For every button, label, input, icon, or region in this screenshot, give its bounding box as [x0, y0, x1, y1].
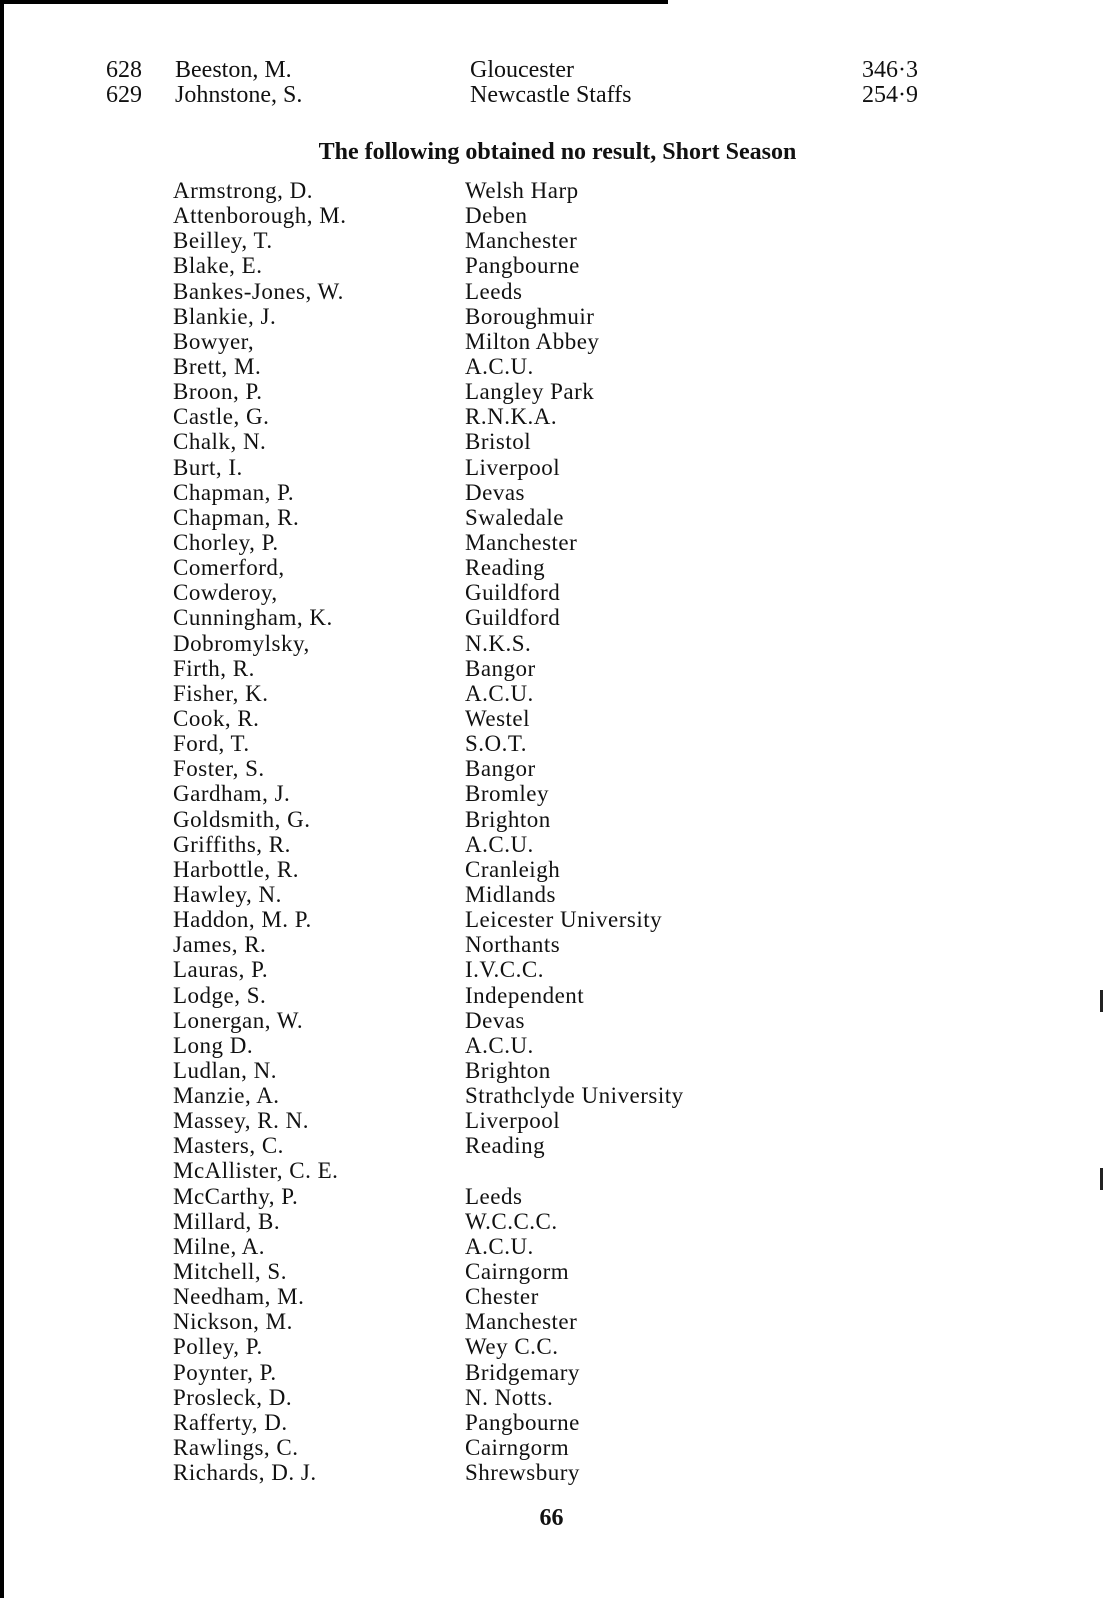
competitor-name: McAllister, C. E. — [173, 1158, 339, 1184]
club-name: Chester — [465, 1284, 539, 1310]
list-item — [0, 379, 1103, 404]
list-item — [0, 354, 1103, 379]
list-item — [0, 656, 1103, 681]
competitor-name: Chapman, P. — [173, 479, 295, 505]
list-item — [0, 404, 1103, 429]
list-item — [0, 882, 1103, 907]
club-name: Pangbourne — [465, 1409, 580, 1435]
competitor-name: Massey, R. N. — [173, 1108, 309, 1134]
club-name: Manchester — [465, 228, 578, 254]
list-item — [0, 932, 1103, 957]
competitor-name: Attenborough, M. — [173, 203, 347, 229]
competitor-name: Richards, D. J. — [173, 1460, 317, 1486]
club-name: A.C.U. — [465, 831, 534, 857]
club-name: Northants — [465, 932, 561, 958]
list-item — [0, 1460, 1103, 1485]
competitor-name: Blake, E. — [173, 253, 263, 279]
ranked-results — [0, 58, 1103, 108]
club-name: Guildford — [465, 580, 561, 606]
club-name: A.C.U. — [465, 1233, 534, 1259]
club-name: Brighton — [465, 1057, 551, 1083]
list-item — [0, 1083, 1103, 1108]
list-item — [0, 605, 1103, 630]
competitor-name: Beeston, M. — [175, 57, 292, 83]
competitor-name: Chapman, R. — [173, 504, 300, 530]
competitor-name: Bankes-Jones, W. — [173, 278, 344, 304]
club-name: A.C.U. — [465, 1032, 534, 1058]
club-name: Manchester — [465, 529, 578, 555]
list-item — [0, 857, 1103, 882]
competitor-name: Masters, C. — [173, 1133, 284, 1159]
ranked-row — [0, 58, 1103, 83]
list-item — [0, 983, 1103, 1008]
list-item — [0, 279, 1103, 304]
club-name: S.O.T. — [465, 731, 527, 757]
competitor-name: Hawley, N. — [173, 881, 282, 907]
list-item — [0, 907, 1103, 932]
club-name: Wey C.C. — [465, 1334, 559, 1360]
list-item — [0, 1385, 1103, 1410]
competitor-name: Gardham, J. — [173, 781, 291, 807]
competitor-name: Rawlings, C. — [173, 1435, 299, 1461]
club-name: Liverpool — [465, 1108, 561, 1134]
club-name: Guildford — [465, 605, 561, 631]
list-item — [0, 1033, 1103, 1058]
competitor-name: James, R. — [173, 932, 267, 958]
competitor-name: Lonergan, W. — [173, 1007, 304, 1033]
club-name: Milton Abbey — [465, 328, 600, 354]
list-item — [0, 329, 1103, 354]
club-name: Bangor — [465, 655, 536, 681]
club-name: Boroughmuir — [465, 303, 595, 329]
competitor-name: Cunningham, K. — [173, 605, 333, 631]
club-name: Newcastle Staffs — [470, 82, 632, 108]
list-item — [0, 480, 1103, 505]
club-name: Strathclyde University — [465, 1083, 684, 1109]
list-item — [0, 706, 1103, 731]
list-item — [0, 1435, 1103, 1460]
competitor-name: Manzie, A. — [173, 1083, 280, 1109]
list-item — [0, 429, 1103, 454]
rank-number: 629 — [106, 82, 142, 108]
club-name: Shrewsbury — [465, 1460, 580, 1486]
club-name: Bangor — [465, 756, 536, 782]
list-item — [0, 455, 1103, 480]
list-item — [0, 1309, 1103, 1334]
club-name: Leeds — [465, 1183, 523, 1209]
club-name: R.N.K.A. — [465, 404, 558, 430]
club-name: Cranleigh — [465, 856, 561, 882]
club-name: Reading — [465, 1133, 546, 1159]
list-item — [0, 957, 1103, 982]
list-item — [0, 1334, 1103, 1359]
list-item — [0, 1008, 1103, 1033]
list-item — [0, 1133, 1103, 1158]
competitor-name: Harbottle, R. — [173, 856, 299, 882]
club-name: I.V.C.C. — [465, 957, 544, 983]
competitor-name: Millard, B. — [173, 1208, 281, 1234]
list-item — [0, 631, 1103, 656]
club-name: Independent — [465, 982, 585, 1008]
list-item — [0, 832, 1103, 857]
list-item — [0, 1234, 1103, 1259]
list-item — [0, 178, 1103, 203]
list-item — [0, 253, 1103, 278]
club-name: Devas — [465, 1007, 525, 1033]
competitor-name: Beilley, T. — [173, 228, 273, 254]
rank-number: 628 — [106, 57, 142, 83]
competitor-name: Bowyer, — [173, 328, 255, 354]
club-name: Brighton — [465, 806, 551, 832]
competitor-name: Prosleck, D. — [173, 1384, 293, 1410]
competitor-name: Cook, R. — [173, 705, 260, 731]
list-item — [0, 807, 1103, 832]
competitor-name: Long D. — [173, 1032, 254, 1058]
club-name: N. Notts. — [465, 1384, 554, 1410]
competitor-name: Rafferty, D. — [173, 1409, 288, 1435]
scan-border-top — [0, 0, 668, 4]
competitor-name: Foster, S. — [173, 756, 265, 782]
club-name: Swaledale — [465, 504, 565, 530]
list-item — [0, 1058, 1103, 1083]
list-item — [0, 1209, 1103, 1234]
competitor-name: Chalk, N. — [173, 429, 267, 455]
list-item — [0, 228, 1103, 253]
competitor-name: Poynter, P. — [173, 1359, 277, 1385]
list-item — [0, 1360, 1103, 1385]
club-name: Manchester — [465, 1309, 578, 1335]
club-name: Leicester University — [465, 907, 663, 933]
club-name: Leeds — [465, 278, 523, 304]
score: 346·3 — [862, 57, 918, 83]
competitor-name: Dobromylsky, — [173, 630, 310, 656]
page-number: 66 — [539, 1505, 564, 1531]
list-item — [0, 555, 1103, 580]
list-item — [0, 1184, 1103, 1209]
competitor-name: McCarthy, P. — [173, 1183, 299, 1209]
club-name: N.K.S. — [465, 630, 532, 656]
competitor-name: Nickson, M. — [173, 1309, 293, 1335]
club-name: Bridgemary — [465, 1359, 580, 1385]
competitor-name: Goldsmith, G. — [173, 806, 311, 832]
list-item — [0, 530, 1103, 555]
competitor-name: Broon, P. — [173, 379, 263, 405]
section-heading-wrap — [0, 139, 1103, 166]
list-item — [0, 1158, 1103, 1183]
section-heading: The following obtained no result, Short Season — [318, 139, 797, 165]
competitor-name: Armstrong, D. — [173, 178, 314, 203]
club-name: A.C.U. — [465, 680, 534, 706]
list-item — [0, 1410, 1103, 1435]
page-number-wrap — [0, 1505, 1103, 1532]
club-name: Reading — [465, 555, 546, 581]
no-result-list — [0, 178, 1103, 1485]
list-item — [0, 731, 1103, 756]
competitor-name: Haddon, M. P. — [173, 907, 312, 933]
competitor-name: Castle, G. — [173, 404, 270, 430]
competitor-name: Lodge, S. — [173, 982, 267, 1008]
list-item — [0, 1259, 1103, 1284]
competitor-name: Comerford, — [173, 555, 285, 581]
score: 254·9 — [862, 82, 918, 108]
club-name: Bristol — [465, 429, 532, 455]
competitor-name: Lauras, P. — [173, 957, 269, 983]
ranked-row — [0, 83, 1103, 108]
competitor-name: Fisher, K. — [173, 680, 269, 706]
club-name: W.C.C.C. — [465, 1208, 558, 1234]
competitor-name: Polley, P. — [173, 1334, 263, 1360]
competitor-name: Ford, T. — [173, 731, 250, 757]
competitor-name: Burt, I. — [173, 454, 243, 480]
competitor-name: Chorley, P. — [173, 529, 279, 555]
club-name: Liverpool — [465, 454, 561, 480]
competitor-name: Cowderoy, — [173, 580, 278, 606]
list-item — [0, 1284, 1103, 1309]
competitor-name: Needham, M. — [173, 1284, 305, 1310]
club-name: Bromley — [465, 781, 549, 807]
competitor-name: Johnstone, S. — [175, 82, 303, 108]
competitor-name: Griffiths, R. — [173, 831, 291, 857]
club-name: Devas — [465, 479, 525, 505]
competitor-name: Milne, A. — [173, 1233, 266, 1259]
list-item — [0, 756, 1103, 781]
club-name: Westel — [465, 705, 531, 731]
list-item — [0, 681, 1103, 706]
competitor-name: Brett, M. — [173, 353, 262, 379]
club-name: Cairngorm — [465, 1259, 570, 1285]
list-item — [0, 304, 1103, 329]
club-name: Deben — [465, 203, 528, 229]
competitor-name: Blankie, J. — [173, 303, 277, 329]
club-name: Langley Park — [465, 379, 595, 405]
club-name: Pangbourne — [465, 253, 580, 279]
list-item — [0, 781, 1103, 806]
list-item — [0, 1108, 1103, 1133]
club-name: Midlands — [465, 881, 556, 907]
club-name: Gloucester — [470, 57, 574, 83]
club-name: Cairngorm — [465, 1435, 570, 1461]
competitor-name: Mitchell, S. — [173, 1259, 287, 1285]
list-item — [0, 505, 1103, 530]
competitor-name: Ludlan, N. — [173, 1057, 278, 1083]
competitor-name: Firth, R. — [173, 655, 255, 681]
club-name: Welsh Harp — [465, 178, 579, 203]
list-item — [0, 580, 1103, 605]
club-name: A.C.U. — [465, 353, 534, 379]
list-item — [0, 203, 1103, 228]
